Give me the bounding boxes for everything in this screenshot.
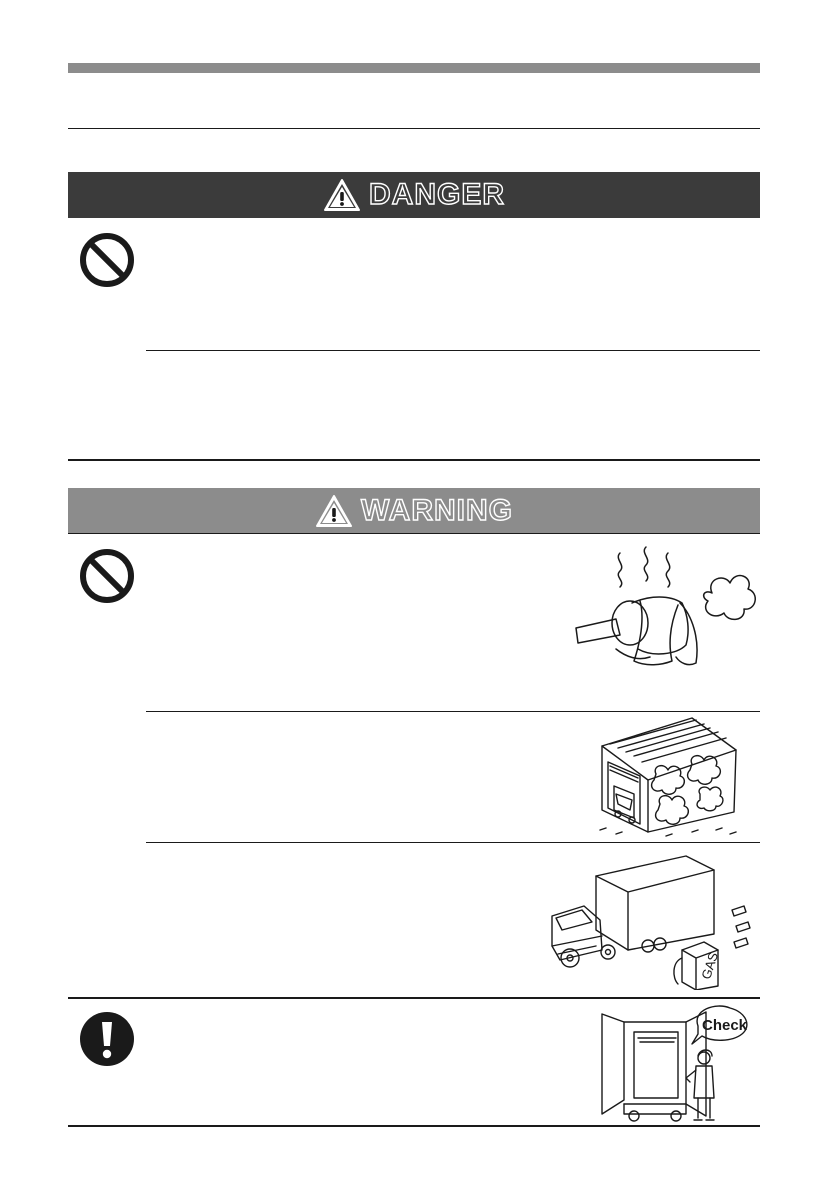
- header-bar: [68, 63, 760, 73]
- truck-inspection-illustration: [594, 1004, 752, 1124]
- warning-item-divider-2: [146, 842, 760, 843]
- prohibition-icon: [78, 231, 136, 289]
- warning-section-divider: [68, 997, 760, 999]
- danger-item-divider: [146, 350, 760, 351]
- enclosed-garage-illustration: [596, 714, 744, 838]
- header-rule: [68, 128, 760, 129]
- warning-triangle-icon: [315, 494, 353, 528]
- check-bubble-text: Check: [702, 1017, 748, 1034]
- warning-item-divider-1: [146, 711, 760, 712]
- mandatory-action-icon: [78, 1010, 136, 1068]
- truck-refueling-illustration: [548, 850, 756, 990]
- warning-title: WARNING: [361, 493, 513, 527]
- prohibition-icon: [78, 547, 136, 605]
- warning-banner-rule: [68, 533, 760, 534]
- warning-banner: [68, 488, 760, 533]
- gas-sign-text: GAS: [698, 950, 722, 982]
- danger-banner: [68, 172, 760, 218]
- page-bottom-rule: [68, 1125, 760, 1127]
- danger-section-end-rule: [68, 459, 760, 461]
- warning-triangle-icon: [323, 178, 361, 212]
- danger-title: DANGER: [368, 178, 505, 211]
- covered-exhaust-illustration: [572, 545, 760, 670]
